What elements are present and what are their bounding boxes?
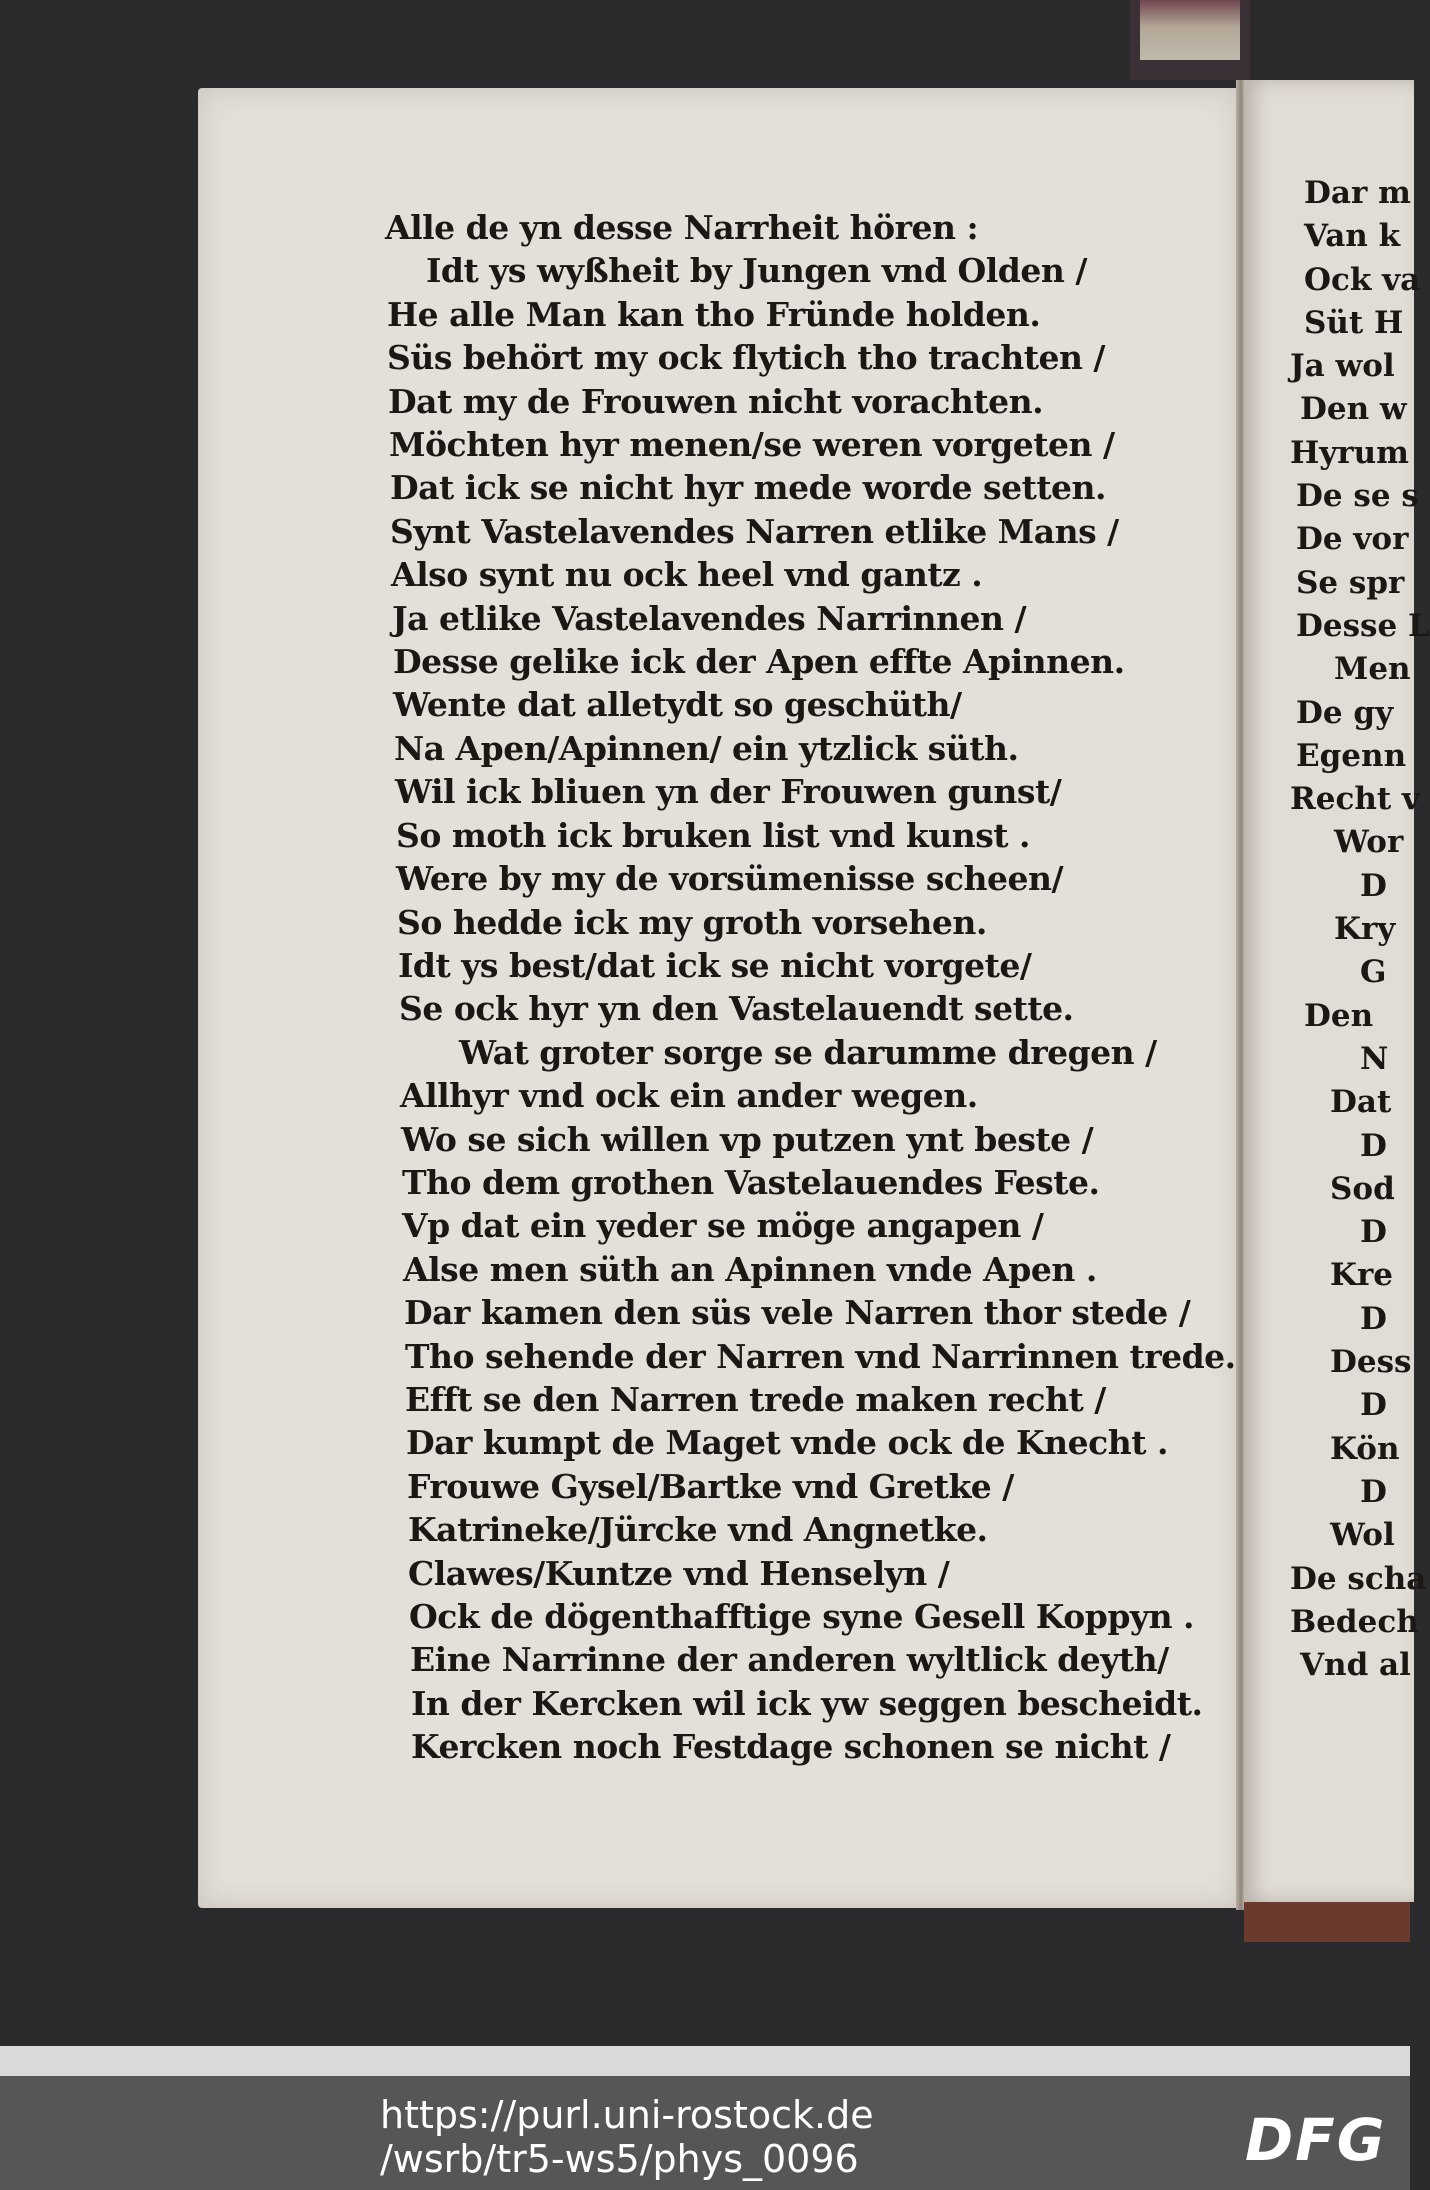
text-line: Ja etlike Vastelavendes Narrinnen / (392, 598, 1027, 638)
text-line: Desse gelike ick der Apen effte Apinnen. (393, 642, 1125, 682)
facing-text-line: Ock va (1304, 261, 1421, 298)
facing-text-line: Dar m (1304, 175, 1411, 211)
facing-text-line: Recht v (1290, 781, 1421, 818)
text-line: Eine Narrinne der anderen wyltlick deyth/ (410, 1640, 1169, 1680)
facing-text-line: Van k (1304, 218, 1401, 255)
facing-text-line: Vnd al (1300, 1647, 1411, 1684)
facing-text-line: D (1360, 1387, 1387, 1424)
text-line: Na Apen/Apinnen/ ein ytzlick süth. (394, 728, 1019, 768)
text-line: Tho dem grothen Vastelauendes Feste. (402, 1162, 1100, 1202)
text-line: Efft se den Narren trede maken recht / (405, 1379, 1106, 1419)
text-line: So hedde ick my groth vorsehen. (397, 902, 987, 942)
facing-text-line: Süt H (1304, 304, 1404, 341)
text-line: Clawes/Kuntze vnd Henselyn / (408, 1553, 950, 1593)
facing-text-line: D (1360, 1127, 1387, 1164)
book-cover-edge (1244, 1902, 1410, 1942)
text-line: Frouwe Gysel/Bartke vnd Gretke / (407, 1466, 1014, 1506)
facing-text-line: Kön (1330, 1430, 1400, 1467)
facing-text-line: Wol (1330, 1517, 1395, 1554)
facing-text-line: De vor (1296, 521, 1409, 558)
footer-divider (0, 2046, 1410, 2076)
text-line: Dat ick se nicht hyr mede worde setten. (390, 468, 1107, 508)
text-line: Ock de dögenthafftige syne Gesell Koppyn . (409, 1597, 1195, 1636)
text-line: Idt ys best/dat ick se nicht vorgete/ (398, 945, 1032, 985)
text-line: Dar kumpt de Maget vnde ock de Knecht . (406, 1423, 1168, 1463)
facing-text-line: De gy (1296, 694, 1394, 731)
text-line: Alle de yn desse Narrheit hören : (385, 208, 979, 247)
text-line: Katrineke/Jürcke vnd Angnetke. (408, 1510, 988, 1550)
text-line: Wil ick bliuen yn der Frouwen gunst/ (395, 772, 1062, 812)
text-line: Allhyr vnd ock ein ander wegen. (400, 1076, 978, 1116)
text-line: Wat groter sorge se darumme dregen / (459, 1032, 1157, 1072)
facing-text-line: Desse L (1296, 607, 1430, 644)
text-line: Dar kamen den süs vele Narren thor stede / (404, 1293, 1191, 1333)
facing-text-line: Hyrum (1290, 434, 1409, 471)
permalink-line-1[interactable]: https://purl.uni-rostock.de (380, 2093, 874, 2137)
facing-text-line: Den w (1300, 391, 1407, 428)
text-line: Se ock hyr yn den Vastelauendt sette. (399, 989, 1074, 1029)
text-line: Kercken noch Festdage schonen se nicht / (411, 1727, 1171, 1767)
facing-text-line: Egenn (1296, 737, 1407, 774)
text-line: Were by my de vorsümenisse scheen/ (396, 859, 1064, 899)
dfg-logo: DFG (1245, 2106, 1387, 2174)
text-line: Wente dat alletydt so geschüth/ (393, 685, 962, 725)
facing-text-line: Sod (1330, 1170, 1395, 1207)
text-line: Möchten hyr menen/se weren vorgeten / (389, 425, 1115, 465)
text-line: Süs behört my ock flytich tho trachten / (387, 338, 1105, 378)
book-headband (1140, 0, 1240, 60)
facing-text-line: D (1360, 867, 1387, 904)
text-line: Tho sehende der Narren vnd Narrinnen trede. (405, 1336, 1236, 1376)
text-line: Also synt nu ock heel vnd gantz . (391, 555, 983, 595)
text-line: Vp dat ein yeder se möge angapen / (402, 1206, 1044, 1246)
facing-text-line: De scha (1290, 1560, 1427, 1597)
facing-text-line: Kre (1330, 1257, 1393, 1294)
facing-text-line: G (1360, 954, 1387, 991)
facing-text-line: Ja wol (1290, 348, 1395, 385)
facing-text-line: De se s (1296, 478, 1419, 515)
facing-text-line: Dat (1330, 1084, 1392, 1121)
facing-text-line: Den (1304, 997, 1374, 1034)
facing-text-line: Men (1334, 651, 1411, 688)
text-line: Alse men süth an Apinnen vnde Apen . (403, 1249, 1097, 1289)
text-line: Idt ys wyßheit by Jungen vnd Olden / (426, 251, 1087, 291)
text-line: In der Kercken wil ick yw seggen bescheidt. (411, 1683, 1203, 1723)
text-line: Synt Vastelavendes Narren etlike Mans / (390, 511, 1119, 551)
facing-page-text (1290, 172, 1430, 1687)
facing-text-line: N (1360, 1040, 1389, 1077)
text-line: Dat my de Frouwen nicht vorachten. (388, 381, 1044, 421)
text-line: Wo se sich willen vp putzen ynt beste / (401, 1119, 1094, 1159)
facing-text-line: D (1360, 1300, 1387, 1337)
facing-text-line: Kry (1334, 911, 1396, 948)
facing-text-line: Wor (1334, 824, 1404, 861)
permalink-line-2[interactable]: /wsrb/tr5-ws5/phys_0096 (380, 2137, 859, 2181)
facing-text-line: Bedech (1290, 1603, 1419, 1640)
facing-text-line: Se spr (1296, 564, 1405, 601)
facing-text-line: D (1360, 1473, 1387, 1510)
facing-text-line: Dess (1330, 1344, 1412, 1381)
text-line: So moth ick bruken list vnd kunst . (396, 815, 1031, 855)
facing-text-line: D (1360, 1214, 1387, 1251)
main-text-block (385, 206, 1245, 1769)
text-line: He alle Man kan tho Fründe holden. (387, 294, 1041, 334)
